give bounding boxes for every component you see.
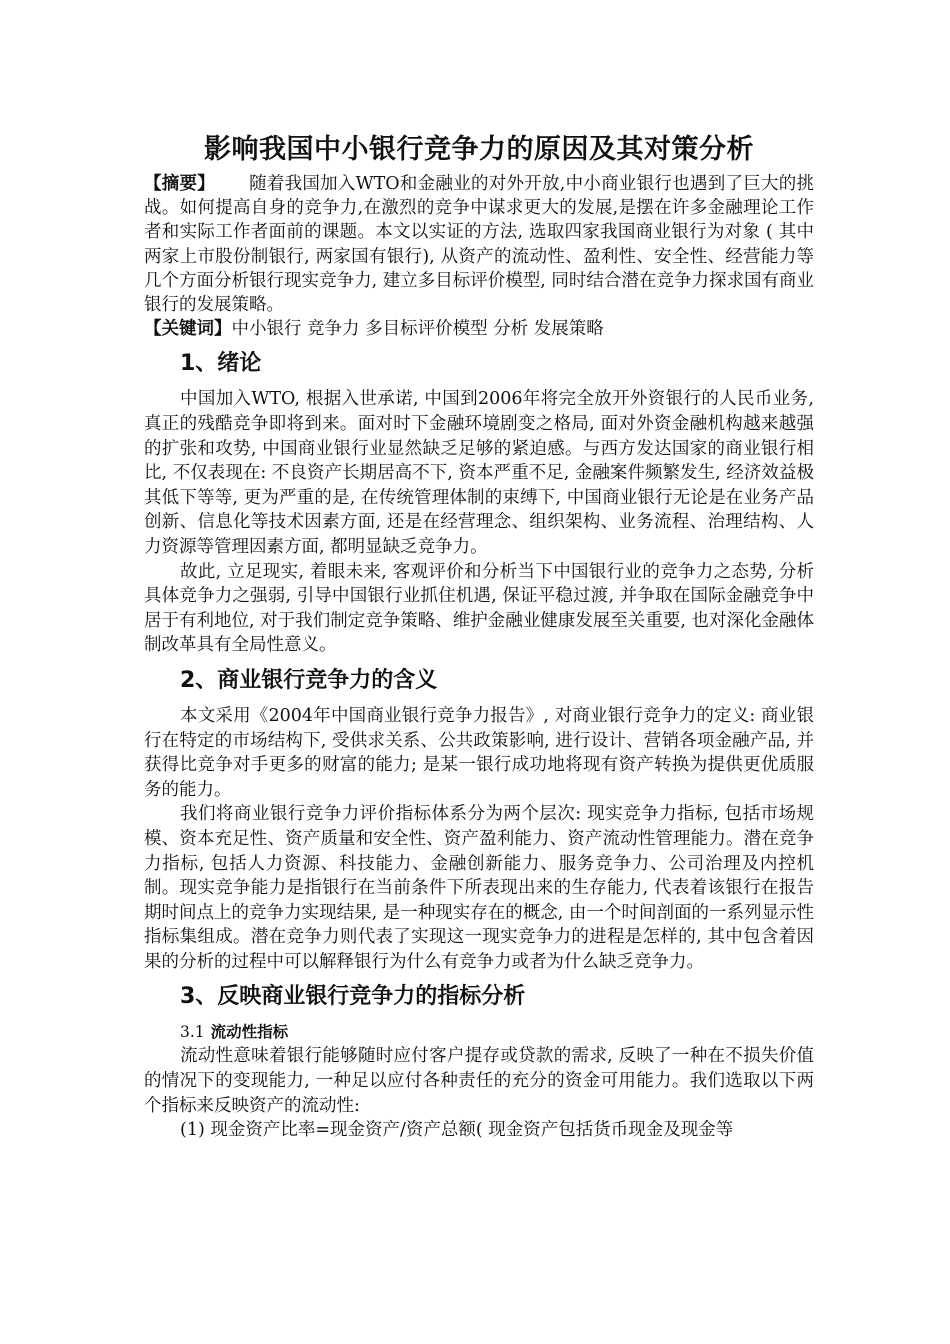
section-3-heading: 3、反映商业银行竞争力的指标分析 bbox=[180, 984, 526, 1010]
document-page bbox=[144, 130, 814, 1143]
abstract-text: 随着我国加入WTO和金融业的对外开放,中小商业银行也遇到了巨大的挑战。如何提高自身的竞争力,在激烈的竞争中谋求更大的发展,是摆在许多金融理论工作者和实际工作者面前的课题。本文以实证的方法, 选取四家我国商业银行为对象 ( 其中两家上市股份制银行, 两家国有银行), 从资产的流动性、盈利性、安全性、经营能力等几个方面分析银行现实竞争力, 建立多目标评价模型, 同时结合潜在竞争力探求国有商业银行的发展策略。 bbox=[144, 174, 815, 316]
keywords bbox=[144, 317, 814, 341]
abstract bbox=[144, 172, 814, 317]
section-3-paragraph-1: 流动性意味着银行能够随时应付客户提存或贷款的需求, 反映了一种在不损失价值的情况下的变现能力, 一种足以应付各种责任的充分的资金可用能力。我们选取以下两个指标来反映资产的流动性: bbox=[144, 1046, 814, 1116]
keywords-label: 【关键词】 bbox=[144, 319, 232, 340]
keywords-text: 中小银行 竞争力 多目标评价模型 分析 发展策略 bbox=[231, 319, 604, 340]
section-2-paragraph-1: 本文采用《2004年中国商业银行竞争力报告》, 对商业银行竞争力的定义: 商业银行在特定的市场结构下, 受供求关系、公共政策影响, 进行设计、营销各项金融产品, 并获得比竞争对手更多的财富的能力; 是某一银行成功地将现有资产转换为提供更优质服务的能力。 bbox=[144, 705, 814, 800]
document-title: 影响我国中小银行竞争力的原因及其对策分析 bbox=[204, 134, 754, 165]
subsection-3-1-heading bbox=[180, 1020, 814, 1044]
section-1-heading: 1、绪论 bbox=[180, 351, 262, 377]
abstract-label: 【摘要】 bbox=[144, 174, 216, 194]
section-1-paragraph-1: 中国加入WTO, 根据入世承诺, 中国到2006年将完全放开外资银行的人民币业务, 真正的残酷竞争即将到来。面对时下金融环境剧变之格局, 面对外资金融机构越来越强的扩张和攻势, 中国商业银行业显然缺乏足够的紧迫感。与西方发达国家的商业银行相比, 不仅表现在: 不良资产长期居高不下, 资本严重不足, 金融案件频繁发生, 经济效益极其低下等等, 更为严重的是, 在传统管理体制的束缚下, 中国商业银行无论是在业务产品创新、信息化等技术因素方面, 还是在经营理念、组织架构、业务流程、治理结构、人力资源等管理因素方面, 都明显缺乏竞争力。 bbox=[144, 389, 814, 557]
subsection-number: 3.1 bbox=[180, 1023, 205, 1042]
subsection-title: 流动性指标 bbox=[210, 1023, 289, 1042]
section-2-heading: 2、商业银行竞争力的含义 bbox=[180, 667, 438, 693]
section-2-paragraph-2: 我们将商业银行竞争力评价指标体系分为两个层次: 现实竞争力指标, 包括市场规模、资本充足性、资产质量和安全性、资产盈利能力、资产流动性管理能力。潜在竞争力指标, 包括人力资源、科技能力、金融创新能力、服务竞争力、公司治理及内控机制。现实竞争能力是指银行在当前条件下所表现出来的生存能力, 代表着该银行在报告期时间点上的竞争力实现结果, 是一种现实存在的概念, 由一个时间剖面的一系列显示性指标集组成。潜在竞争力则代表了实现这一现实竞争力的进程是怎样的, 其中包含着因果的分析的过程中可以解释银行为什么有竞争力或者为什么缺乏竞争力。 bbox=[144, 804, 814, 972]
section-3-paragraph-2: (1) 现金资产比率=现金资产/资产总额( 现金资产包括货币现金及现金等 bbox=[180, 1120, 734, 1141]
section-1-paragraph-2: 故此, 立足现实, 着眼未来, 客观评价和分析当下中国银行业的竞争力之态势, 分析具体竞争力之强弱, 引导中国银行业抓住机遇, 保证平稳过渡, 并争取在国际金融竞争中居于有利地位, 对于我们制定竞争策略、维护金融业健康发展至关重要, 也对深化金融体制改革具有全局性意义。 bbox=[144, 561, 814, 656]
